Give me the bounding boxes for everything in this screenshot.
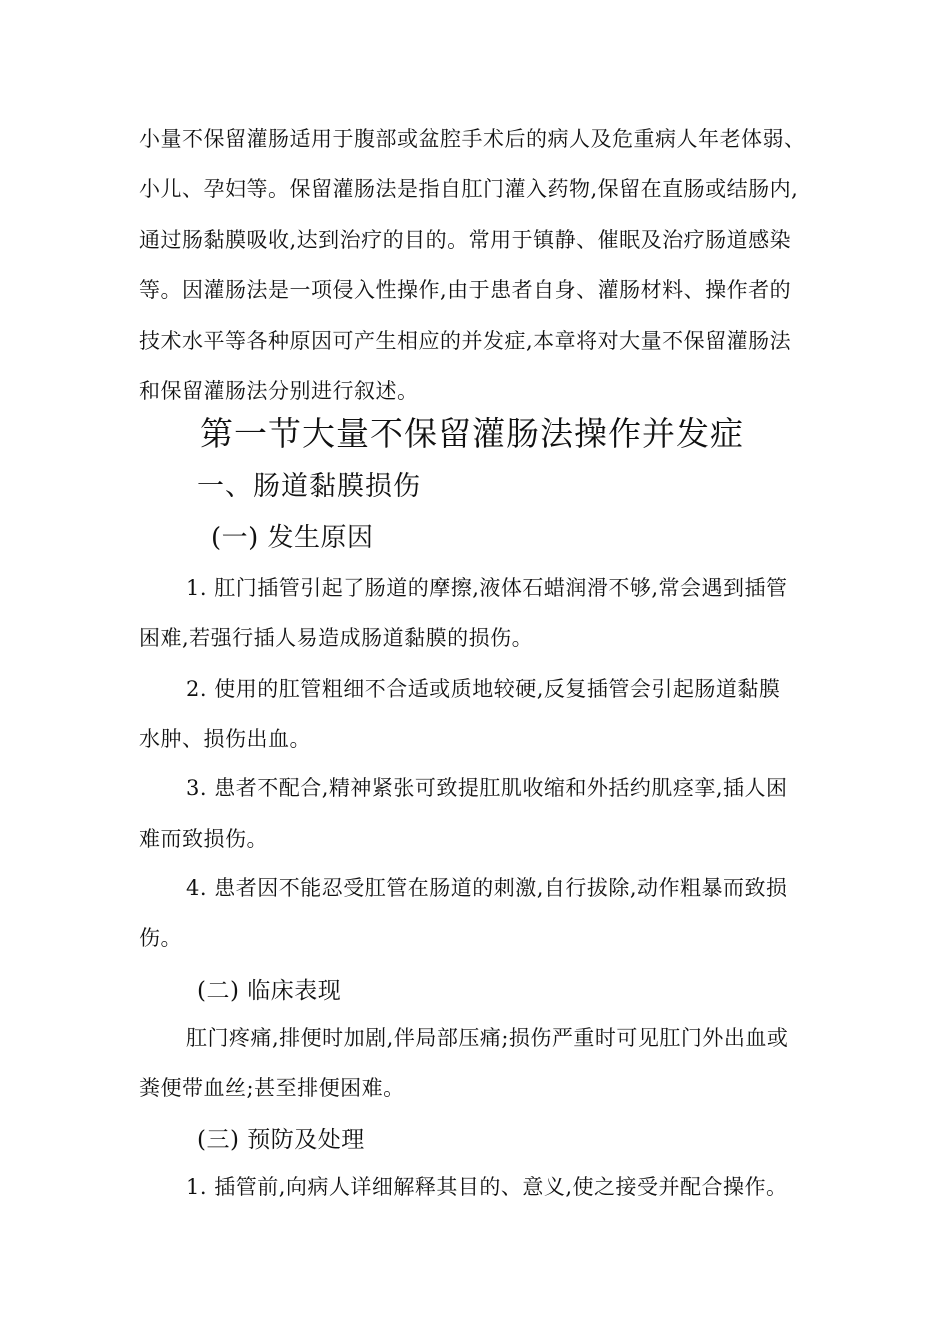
intro-line-4: 等。因灌肠法是一项侵入性操作,由于患者自身、灌肠材料、操作者的 bbox=[139, 278, 792, 302]
prevention-item-1: 1. 插管前,向病人详细解释其目的、意义,使之接受并配合操作。 bbox=[186, 1175, 788, 1199]
subsection-title: 一、肠道黏膜损伤 bbox=[197, 471, 421, 502]
clinical-heading: (二) 临床表现 bbox=[197, 978, 342, 1004]
intro-line-2: 小儿、孕妇等。保留灌肠法是指自肛门灌入药物,保留在直肠或结肠内, bbox=[139, 177, 799, 201]
clinical-line-2: 粪便带血丝;甚至排便困难。 bbox=[139, 1076, 405, 1100]
cause-3-line-2: 难而致损伤。 bbox=[139, 827, 268, 851]
cause-2-line-1: 2. 使用的肛管粗细不合适或质地较硬,反复插管会引起肠道黏膜 bbox=[186, 677, 781, 701]
intro-line-5: 技术水平等各种原因可产生相应的并发症,本章将对大量不保留灌肠法 bbox=[139, 329, 792, 353]
intro-line-3: 通过肠黏膜吸收,达到治疗的目的。常用于镇静、催眠及治疗肠道感染 bbox=[139, 228, 792, 252]
intro-line-6: 和保留灌肠法分别进行叙述。 bbox=[139, 379, 419, 403]
prevention-heading: (三) 预防及处理 bbox=[197, 1127, 365, 1153]
cause-4-line-2: 伤。 bbox=[139, 926, 182, 950]
cause-2-line-2: 水肿、损伤出血。 bbox=[139, 727, 311, 751]
section-title: 第一节大量不保留灌肠法操作并发症 bbox=[200, 414, 744, 453]
cause-3-line-1: 3. 患者不配合,精神紧张可致提肛肌收缩和外括约肌痉挛,插人困 bbox=[186, 776, 788, 800]
cause-1-line-2: 困难,若强行插人易造成肠道黏膜的损伤。 bbox=[139, 626, 534, 650]
causes-heading: (一) 发生原因 bbox=[211, 523, 374, 553]
intro-line-1: 小量不保留灌肠适用于腹部或盆腔手术后的病人及危重病人年老体弱、 bbox=[139, 127, 806, 151]
cause-1-line-1: 1. 肛门插管引起了肠道的摩擦,液体石蜡润滑不够,常会遇到插管 bbox=[186, 576, 788, 600]
clinical-line-1: 肛门疼痛,排便时加剧,伴局部压痛;损伤严重时可见肛门外出血或 bbox=[186, 1026, 789, 1050]
cause-4-line-1: 4. 患者因不能忍受肛管在肠道的刺激,自行拔除,动作粗暴而致损 bbox=[186, 876, 788, 900]
